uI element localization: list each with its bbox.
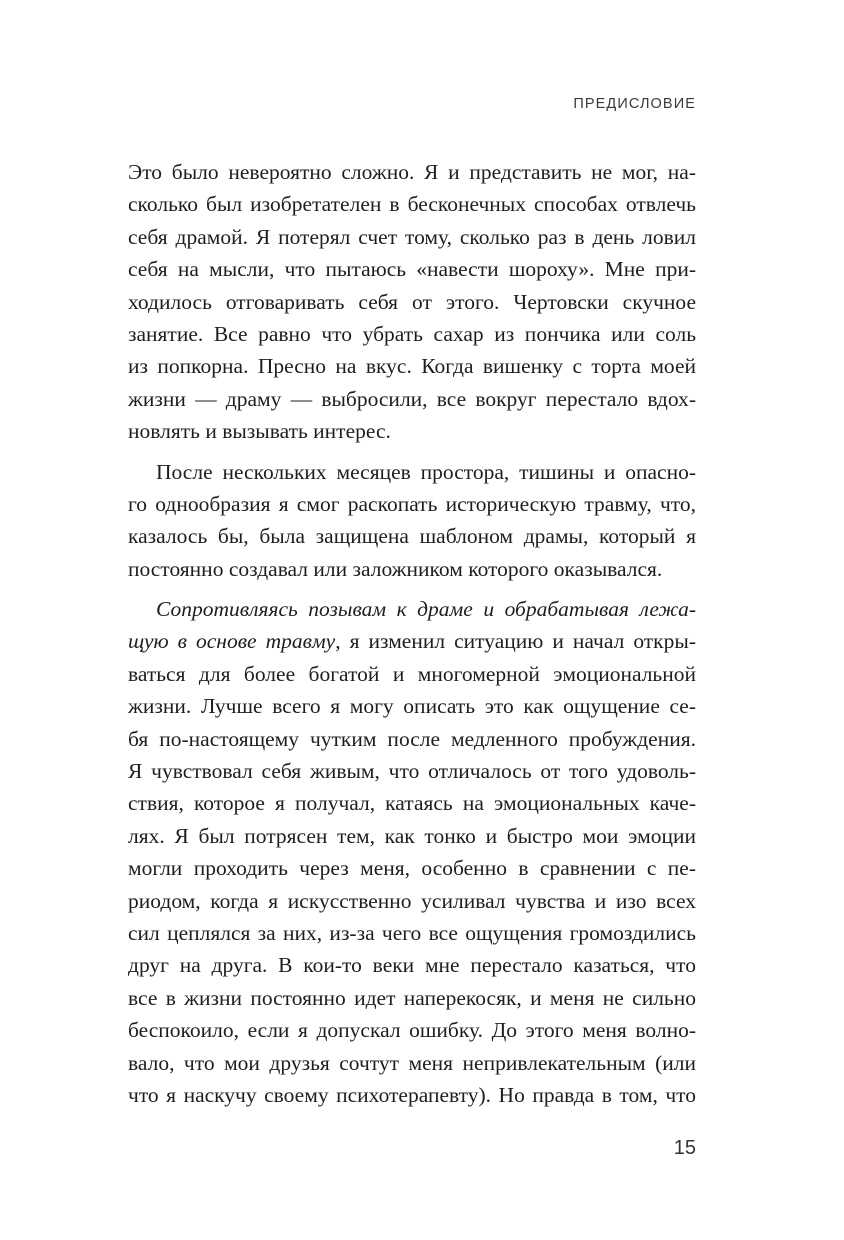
text-line: бя по-настоящему чутким после медленного пробуждения. xyxy=(128,726,696,751)
text-line: могли проходить через меня, особенно в сравнении с пе- xyxy=(128,856,696,881)
text-line: вало, что мои друзья сочтут меня непривлекательным (или xyxy=(128,1050,696,1075)
paragraph-1 xyxy=(128,156,696,448)
text-line: новлять и вызывать интерес. xyxy=(128,419,391,444)
text-line: го однообразия я смог раскопать историческую травму, что, xyxy=(128,491,696,516)
text-line: занятие. Все равно что убрать сахар из пончика или соль xyxy=(128,321,696,346)
text-line: Это было невероятно сложно. Я и представить не мог, на- xyxy=(128,160,696,184)
text-line: сколько был изобретателен в бесконечных способах отвлечь xyxy=(128,192,696,217)
italic-text: щую в основе травму xyxy=(128,629,336,654)
text-line: казалось бы, была защищена шаблоном драмы, который я xyxy=(128,524,696,549)
text-line: беспокоило, если я допускал ошибку. До этого меня волно- xyxy=(128,1018,696,1043)
text-line: жизни. Лучше всего я могу описать это как ощущение се- xyxy=(128,694,696,719)
text-line: сил цеплялся за них, из-за чего все ощущения громоздились xyxy=(128,920,696,945)
text-line: риодом, когда я искусственно усиливал чувства и изо всех xyxy=(128,888,696,913)
text-line: себя на мысли, что пытаюсь «навести шороху». Мне при- xyxy=(128,257,696,282)
text-line xyxy=(128,593,696,625)
text-line xyxy=(128,625,696,657)
italic-text: Сопротивляясь позывам к драме и обрабатывая лежа- xyxy=(156,597,696,622)
page-number: 15 xyxy=(673,1137,696,1159)
paragraph-3 xyxy=(128,593,696,1111)
text-line: лях. Я был потрясен тем, как тонко и быстро мои эмоции xyxy=(128,823,696,848)
running-header: ПРЕДИСЛОВИЕ xyxy=(573,96,696,112)
text-line: себя драмой. Я потерял счет тому, сколько раз в день ловил xyxy=(128,224,696,249)
text-line-content: После нескольких месяцев простора, тишины и опасно- xyxy=(156,459,696,484)
text-span: , я изменил ситуацию и начал откры- xyxy=(335,629,696,654)
text-line: ствия, которое я получал, катаясь на эмоциональных каче- xyxy=(128,791,696,816)
text-line: из попкорна. Пресно на вкус. Когда вишенку с торта моей xyxy=(128,354,696,379)
body-text xyxy=(128,156,696,1111)
text-line: постоянно создавал или заложником которого оказывался. xyxy=(128,556,663,581)
text-line: что я наскучу своему психотерапевту). Но правда в том, что xyxy=(128,1082,696,1107)
text-line: все в жизни постоянно идет наперекосяк, и меня не сильно xyxy=(128,985,696,1010)
text-line: жизни — драму — выбросили, все вокруг перестало вдох- xyxy=(128,386,696,411)
text-line xyxy=(128,456,696,488)
text-line: ваться для более богатой и многомерной эмоциональной xyxy=(128,661,696,686)
paragraph-2 xyxy=(128,456,696,586)
text-line: друг на друга. В кои-то веки мне перестало казаться, что xyxy=(128,953,696,978)
text-line: Я чувствовал себя живым, что отличалось от того удоволь- xyxy=(128,759,696,784)
text-line: ходилось отговаривать себя от этого. Чертовски скучное xyxy=(128,289,696,314)
